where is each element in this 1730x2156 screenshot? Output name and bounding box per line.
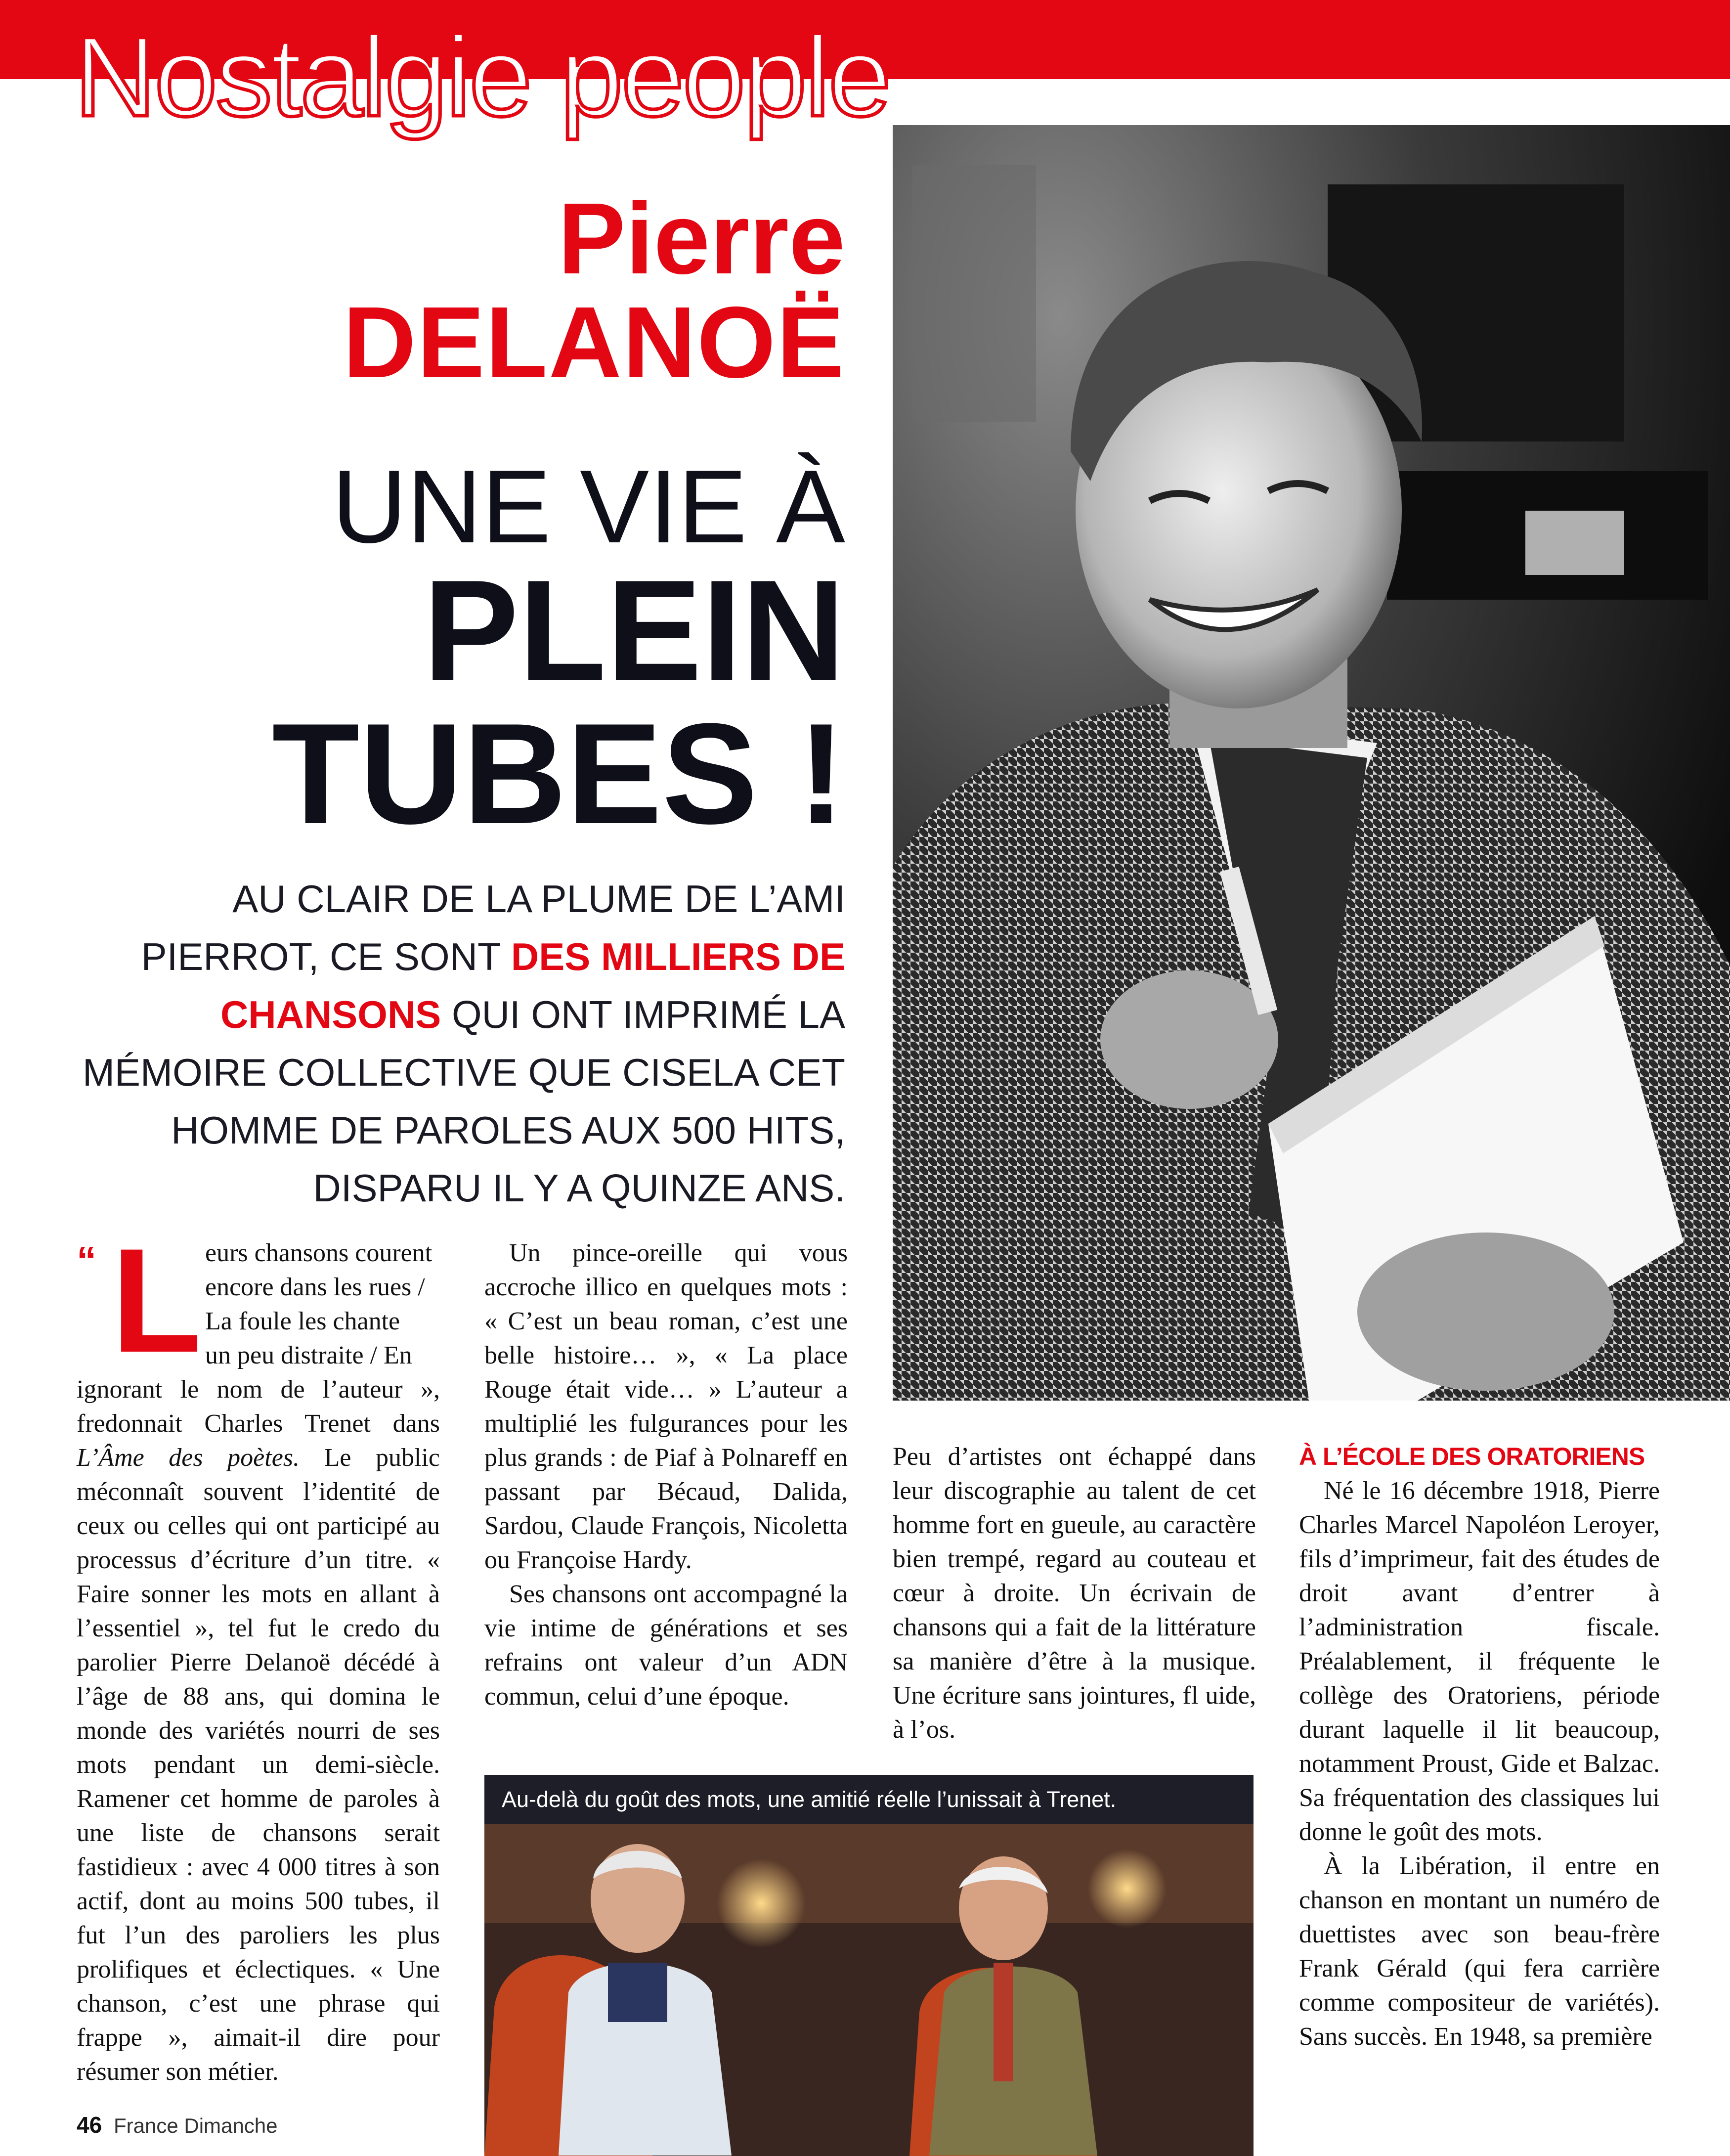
portrait-photo-art — [893, 125, 1730, 1401]
headline-first-name: Pierre — [558, 182, 845, 295]
page-number: 46 — [77, 2112, 102, 2138]
portrait-photo — [893, 125, 1730, 1401]
col1-book-title: L’Âme des poètes. — [77, 1444, 300, 1472]
article-column-1 — [77, 1236, 440, 2089]
col3-paragraph-1: Peu d’artistes ont échappé dans leur discographie au talent de cet homme fort en gueule, au caractère bien trempé, regard au couteau et cœur à droite. Un écrivain de chansons qui a fait de la littérature sa manière d’être à la musique. Une écriture sans jointures, fl uide, à l’os. — [893, 1443, 1256, 1744]
trenet-photo — [484, 1775, 1254, 2156]
col4-paragraph-2: À la Libération, il entre en chanson en montant un numéro de duettistes avec son beau-frère Frank Gérald (qui fera carrière comme compositeur de variétés). Sans succès. En 1948, sa première — [1299, 1852, 1660, 2051]
section-title: Nostalgie people — [74, 13, 890, 140]
subhead: À L’ÉCOLE DES ORATORIENS — [1299, 1443, 1645, 1470]
deck-part-2: QUI ONT IMPRIMÉ LA MÉMOIRE COLLECTIVE QUE CISELA CET HOMME DE PAROLES AUX 500 HITS, DISPARU IL Y A QUINZE ANS. — [82, 993, 845, 1210]
headline-line-1: UNE VIE À — [332, 448, 845, 565]
dropcap-line-2: encore dans les rues / — [205, 1273, 425, 1301]
col1-text-start: ignorant le nom de l’auteur », fredonnait Charles Trenet dans — [77, 1375, 440, 1438]
headline-line-2: PLEIN — [423, 550, 845, 710]
publication-name: France Dimanche — [114, 2114, 278, 2137]
article-column-4 — [1299, 1440, 1660, 2054]
col4-paragraph-1: Né le 16 décembre 1918, Pierre Charles Marcel Napoléon Leroyer, fils d’imprimeur, fait des études de droit avant d’entrer à l’administration fiscale. Préalablement, il fréquente le collège des Oratoriens, période durant laquelle il lit beaucoup, notamment Proust, Gide et Balzac. Sa fréquentation des classiques lui donne le goût des mots. — [1299, 1477, 1660, 1846]
col2-paragraph-1: Un pince-oreille qui vous accroche illico en quelques mots : « C’est un beau roman, c’est une belle histoire… », « La place Rouge était vide… » L’auteur a multiplié les fulgurances pour les plus grands : de Piaf à Polnareff en passant par Bécaud, Dalida, Sardou, Claude François, Nicoletta ou Françoise Hardy. — [484, 1239, 848, 1574]
col1-text-end: Le public méconnaît souvent l’identité de ceux ou celles qui ont participé au processus d’écriture d’un titre. « Faire sonner les mots en allant à l’essentiel », tel fut le credo du parolier Pierre Delanoë décédé à l’âge de 88 ans, qui domina le monde des variétés nourri de ses mots pendant un demi-siècle. Ramener cet homme de paroles à une liste de chansons serait fastidieux : avec 4 000 titres à son actif, dont au moins 500 tubes, il fut l’un des paroliers les plus prolifiques et éclectiques. « Une chanson, c’est une phrase qui frappe », aimait-il dire pour résumer son métier. — [77, 1444, 440, 2086]
deck-part-1: AU CLAIR DE LA PLUME DE L’AMI PIERROT, CE SONT — [141, 877, 845, 978]
col2-paragraph-2: Ses chansons ont accompagné la vie intime de générations et ses refrains ont valeur d’un ADN commun, celui d’une époque. — [484, 1580, 848, 1711]
intro-deck — [74, 870, 845, 1217]
headline-last-name: DELANOË — [343, 286, 845, 399]
article-column-3 — [893, 1440, 1256, 1747]
dropcap-line-4: un peu distraite / En — [205, 1341, 412, 1369]
headline-line-3: TUBES ! — [272, 694, 845, 854]
dropcap-quote: “ — [77, 1238, 96, 1282]
photo-caption: Au-delà du goût des mots, une amitié réelle l’unissait à Trenet. — [502, 1787, 1117, 1812]
dropcap-line-1: eurs chansons courent — [205, 1239, 432, 1267]
dropcap-line-3: La foule les chante — [205, 1307, 400, 1335]
article-column-2 — [484, 1236, 848, 1714]
trenet-photo-art — [484, 1775, 1254, 2156]
deck-highlight: DES MILLIERS DE CHANSONS — [220, 935, 845, 1036]
dropcap-letter: L — [111, 1217, 202, 1383]
